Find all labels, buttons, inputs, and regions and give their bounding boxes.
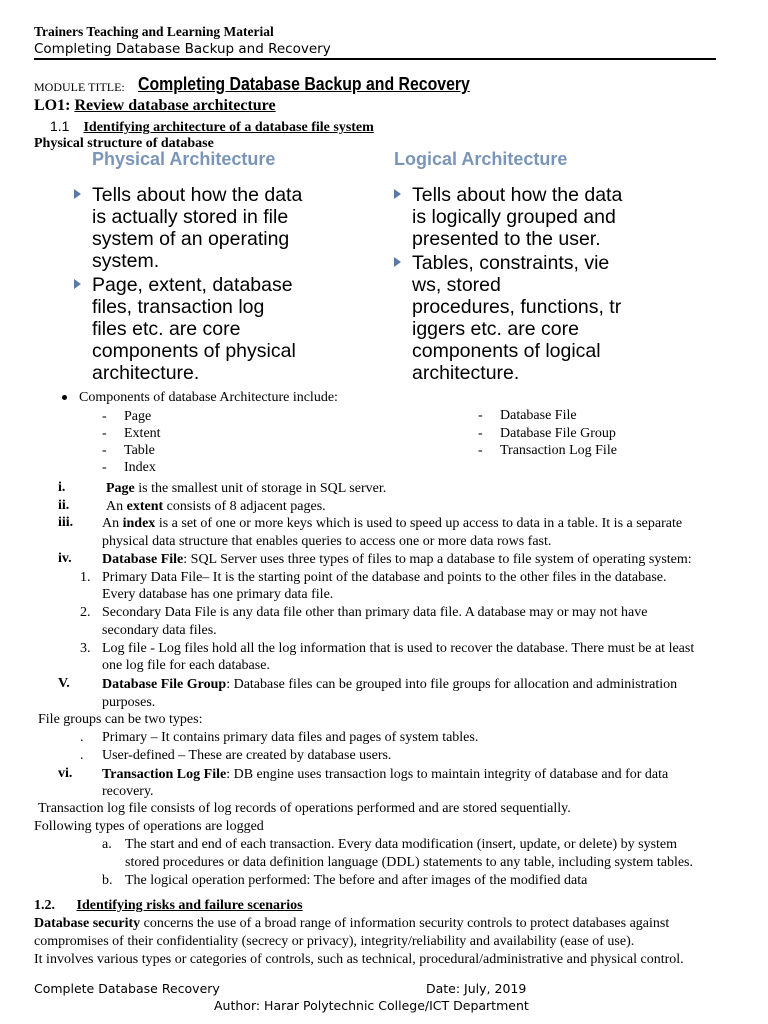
section-1-1-number: 1.1	[50, 118, 70, 134]
arch-line: is logically grouped and	[412, 206, 616, 228]
definition-text: is a set of one or more keys which is used to speed up access to data in a table. It is a separate	[155, 516, 683, 531]
section-1-1-title: Identifying architecture of a database file system	[83, 120, 374, 135]
lo1-prefix: LO1:	[34, 97, 71, 114]
component-item: Database File Group	[500, 426, 616, 441]
definition-pre: An	[106, 499, 127, 514]
definition-file-group	[102, 676, 677, 694]
definition-pre: An	[102, 516, 123, 531]
lo1-heading	[34, 97, 276, 115]
definition-number: V.	[58, 676, 70, 691]
definition-transaction-log	[102, 766, 668, 784]
section-1-2-title: Identifying risks and failure scenarios	[76, 898, 303, 913]
arch-line: ws, stored	[412, 274, 501, 296]
component-item: Transaction Log File	[500, 443, 617, 458]
file-type-number: 2.	[80, 605, 91, 620]
file-type-line: secondary data files.	[102, 623, 217, 638]
header-divider	[34, 58, 716, 60]
arch-line: presented to the user.	[412, 228, 601, 250]
arch-line: Page, extent, database	[92, 274, 293, 296]
arch-line: system.	[92, 250, 160, 272]
arch-line: architecture.	[92, 362, 200, 384]
logged-operation-line: The start and end of each transaction. Every data modification (insert, update, or delete) by system	[125, 837, 678, 852]
logical-architecture-heading: Logical Architecture	[394, 149, 568, 169]
arch-line: system of an operating	[92, 228, 290, 250]
physical-architecture-item	[62, 184, 402, 272]
file-type-line: Primary Data File– It is the starting point of the database and points to the other files in the database.	[102, 570, 667, 585]
definition-number: iii.	[58, 515, 74, 530]
component-dash: -	[478, 443, 483, 458]
definition-index	[102, 515, 682, 533]
arch-line: iggers etc. are core	[412, 318, 579, 340]
list-mark: a.	[102, 837, 112, 852]
definition-term: extent	[126, 499, 164, 514]
arch-line: components of physical	[92, 340, 296, 362]
definition-term: Database File	[102, 552, 184, 567]
component-item: Extent	[124, 426, 161, 441]
definition-number: vi.	[58, 766, 73, 781]
components-intro-text: Components of database Architecture include:	[79, 390, 338, 405]
section-1-2-number: 1.2.	[34, 898, 55, 913]
file-type-line: Every database has one primary data file.	[102, 587, 334, 602]
section-1-1-heading	[50, 118, 374, 136]
triangle-bullet-icon	[394, 189, 401, 199]
file-type-line: Log file - Log files hold all the log information that is used to recover the database. There must be at least	[102, 641, 695, 656]
document-header-title: Trainers Teaching and Learning Material	[34, 24, 274, 39]
bullet-dot-icon	[62, 395, 67, 400]
definition-term: index	[122, 516, 156, 531]
security-paragraph-line	[34, 915, 669, 933]
file-type-number: 1.	[80, 570, 91, 585]
module-title: Completing Database Backup and Recovery	[138, 74, 470, 94]
definition-extent	[106, 498, 326, 516]
arch-line: files etc. are core	[92, 318, 241, 340]
definition-text: : DB engine uses transaction logs to maintain integrity of database and for data	[226, 767, 669, 782]
arch-line: Tables, constraints, vie	[412, 252, 610, 274]
list-mark: b.	[102, 873, 113, 888]
security-paragraph-line: It involves various types or categories of controls, such as technical, procedural/administrative and physical control.	[34, 952, 684, 967]
triangle-bullet-icon	[74, 189, 81, 199]
footer-author: Author: Harar Polytechnic College/ICT Department	[214, 998, 529, 1013]
logical-architecture-item	[382, 184, 722, 250]
component-item: Index	[124, 460, 156, 475]
definition-transaction-log-cont: recovery.	[102, 784, 154, 799]
list-mark: .	[80, 730, 84, 745]
triangle-bullet-icon	[74, 279, 81, 289]
component-dash: -	[478, 426, 483, 441]
transaction-log-paragraph: Transaction log file consists of log records of operations performed and are stored sequentially.	[38, 801, 571, 816]
arch-line: architecture.	[412, 362, 520, 384]
logged-operations-intro: Following types of operations are logged	[34, 819, 264, 834]
file-type-number: 3.	[80, 641, 91, 656]
document-header-subtitle: Completing Database Backup and Recovery	[34, 41, 331, 57]
definition-text: is the smallest unit of storage in SQL server.	[134, 481, 387, 496]
component-item: Page	[124, 409, 152, 424]
definition-number: iv.	[58, 551, 72, 566]
definition-term: Page	[106, 481, 135, 496]
definition-text: concerns the use of a broad range of information security controls to protect databases against	[140, 916, 670, 931]
component-dash: -	[102, 460, 107, 475]
arch-line: Tells about how the data	[92, 184, 303, 206]
definition-index-cont: physical data structure that enables queries to access one or more data rows fast.	[102, 534, 552, 549]
arch-line: files, transaction log	[92, 296, 265, 318]
definition-file-group-cont: purposes.	[102, 695, 156, 710]
definition-term: Transaction Log File	[102, 767, 227, 782]
physical-architecture-heading: Physical Architecture	[92, 149, 276, 169]
file-groups-intro: File groups can be two types:	[38, 712, 203, 727]
logged-operation-line: The logical operation performed: The before and after images of the modified data	[125, 873, 588, 888]
definition-text: consists of 8 adjacent pages.	[163, 499, 326, 514]
definition-number: i.	[58, 480, 66, 495]
component-item: Table	[124, 443, 155, 458]
file-group-type: Primary – It contains primary data files and pages of system tables.	[102, 730, 479, 745]
definition-text: : SQL Server uses three types of files to map a database to file system of operating system:	[183, 552, 692, 567]
definition-page	[106, 480, 386, 498]
definition-number: ii.	[58, 498, 70, 513]
component-dash: -	[102, 409, 107, 424]
arch-line: Tells about how the data	[412, 184, 623, 206]
file-type-line: Secondary Data File is any data file other than primary data file. A database may or may not have	[102, 605, 648, 620]
footer-left: Complete Database Recovery	[34, 981, 220, 996]
logical-architecture-panel	[382, 149, 722, 386]
file-type-line: one log file for each database.	[102, 658, 270, 673]
security-paragraph-line: compromises of their confidentiality (secrecy or privacy), integrity/reliability and availability (ease of use).	[34, 934, 635, 949]
logged-operation-line: stored procedures or data definition language (DDL) statements to any table, including system tables.	[125, 855, 694, 870]
component-dash: -	[478, 408, 483, 423]
lo1-title: Review database architecture	[74, 97, 276, 114]
definition-text: : Database files can be grouped into file groups for allocation and administration	[226, 677, 678, 692]
section-1-2-heading	[34, 897, 303, 915]
component-dash: -	[102, 426, 107, 441]
arch-line: is actually stored in file	[92, 206, 289, 228]
footer-date: Date: July, 2019	[426, 981, 527, 996]
physical-structure-label: Physical structure of database	[34, 136, 214, 151]
component-item: Database File	[500, 408, 577, 423]
file-group-type: User-defined – These are created by database users.	[102, 748, 392, 763]
component-dash: -	[102, 443, 107, 458]
triangle-bullet-icon	[394, 257, 401, 267]
arch-line: components of logical	[412, 340, 601, 362]
components-intro	[62, 390, 338, 406]
physical-architecture-item	[62, 274, 402, 384]
arch-line: procedures, functions, tr	[412, 296, 622, 318]
physical-architecture-panel	[62, 149, 402, 386]
logical-architecture-item	[382, 252, 722, 384]
definition-term: Database security	[34, 916, 141, 931]
definition-database-file	[102, 551, 692, 569]
definition-term: Database File Group	[102, 677, 227, 692]
list-mark: .	[80, 748, 84, 763]
module-title-label: MODULE TITLE:	[34, 80, 125, 94]
